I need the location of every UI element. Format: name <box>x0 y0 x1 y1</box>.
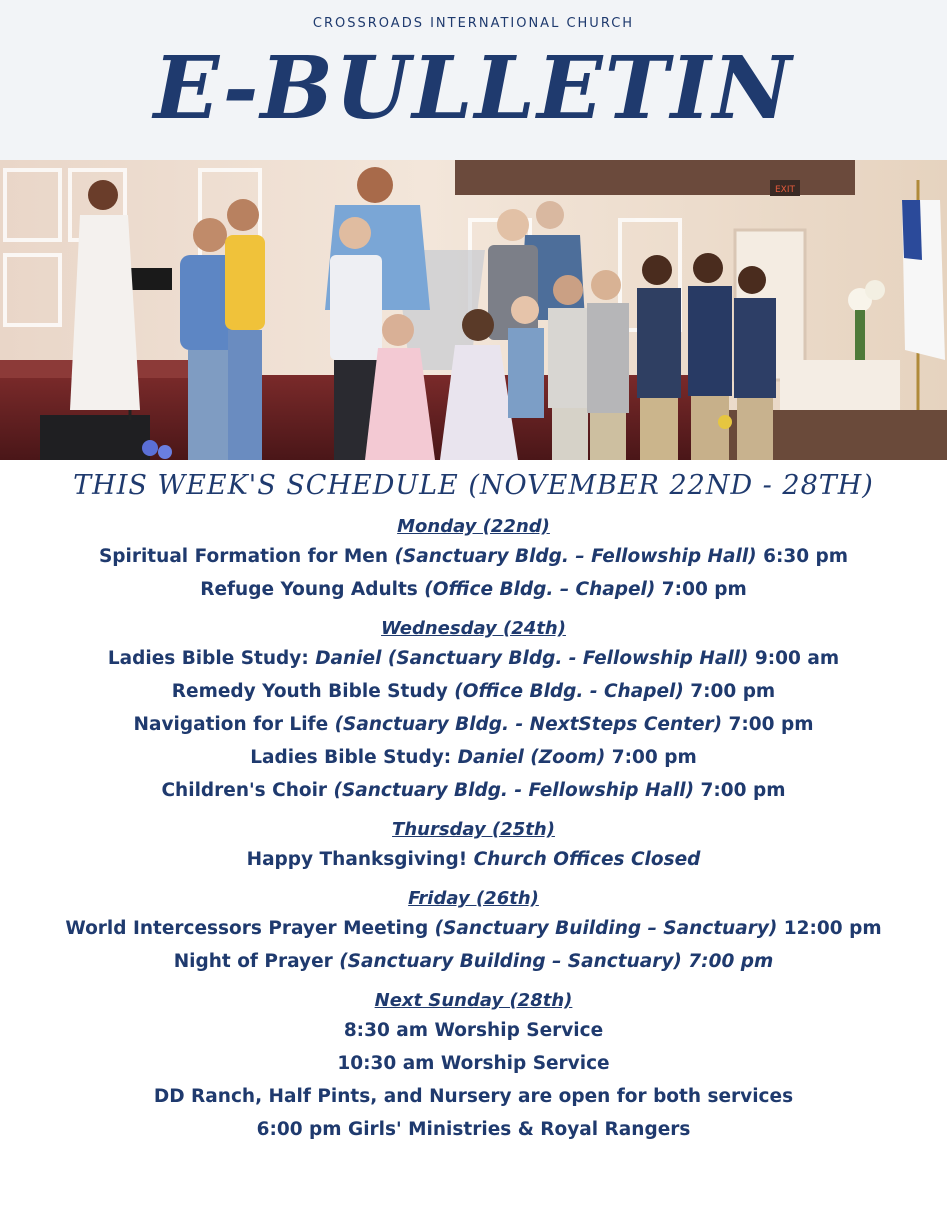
event-time: 7:00 pm <box>694 780 786 801</box>
day-heading: Wednesday (24th) <box>381 618 566 639</box>
event-name: Refuge Young Adults <box>200 579 425 600</box>
schedule-event <box>0 741 947 774</box>
event-time: 7:00 pm <box>722 714 814 735</box>
day-block <box>0 817 947 876</box>
schedule-event <box>0 912 947 945</box>
exit-sign: EXIT <box>774 185 796 195</box>
schedule-event <box>0 1047 947 1080</box>
event-name: 8:30 am Worship Service <box>343 1020 604 1041</box>
event-location: (Sanctuary Building – Sanctuary) 7:00 pm <box>339 951 774 972</box>
bulletin-title: E-BULLETIN <box>153 38 794 139</box>
schedule-event <box>0 945 947 978</box>
event-location: (Sanctuary Bldg. - NextSteps Center) <box>334 714 723 735</box>
day-heading: Next Sunday (28th) <box>374 990 573 1011</box>
event-time: 12:00 pm <box>777 918 882 939</box>
schedule-heading: THIS WEEK'S SCHEDULE (NOVEMBER 22ND - 28TH) <box>73 470 874 501</box>
event-location: (Office Bldg. - Chapel) <box>454 681 684 702</box>
event-location: Daniel (Sanctuary Bldg. - Fellowship Hall) <box>315 648 749 669</box>
schedule-event <box>0 1080 947 1113</box>
event-time: 6:30 pm <box>756 546 849 567</box>
event-location: (Office Bldg. – Chapel) <box>424 579 656 600</box>
day-heading: Monday (22nd) <box>397 516 550 537</box>
event-name: 10:30 am Worship Service <box>337 1053 610 1074</box>
schedule-event <box>0 1014 947 1047</box>
event-time: 7:00 pm <box>605 747 697 768</box>
event-location: Church Offices Closed <box>473 849 701 870</box>
event-name: 6:00 pm Girls' Ministries & Royal Rangers <box>256 1119 691 1140</box>
bulletin-header <box>0 0 947 160</box>
event-name: Ladies Bible Study: <box>250 747 458 768</box>
schedule-event <box>0 708 947 741</box>
day-block <box>0 514 947 606</box>
event-time: 7:00 pm <box>683 681 776 702</box>
event-name: Ladies Bible Study: <box>107 648 316 669</box>
schedule-event <box>0 642 947 675</box>
schedule-event <box>0 675 947 708</box>
event-name: Night of Prayer <box>173 951 340 972</box>
event-name: DD Ranch, Half Pints, and Nursery are open for both services <box>153 1086 794 1107</box>
schedule-event <box>0 573 947 606</box>
day-block <box>0 988 947 1146</box>
event-time: 7:00 pm <box>655 579 747 600</box>
event-name: Children's Choir <box>161 780 334 801</box>
event-name: Happy Thanksgiving! <box>246 849 474 870</box>
day-block <box>0 616 947 807</box>
event-name: Remedy Youth Bible Study <box>171 681 455 702</box>
schedule-event <box>0 1113 947 1146</box>
event-name: Navigation for Life <box>133 714 335 735</box>
church-name: CROSSROADS INTERNATIONAL CHURCH <box>312 16 635 31</box>
event-location: (Sanctuary Bldg. - Fellowship Hall) <box>333 780 695 801</box>
event-location: Daniel (Zoom) <box>457 747 606 768</box>
schedule-event <box>0 540 947 573</box>
event-name: Spiritual Formation for Men <box>98 546 395 567</box>
day-heading: Thursday (25th) <box>392 819 555 840</box>
weekly-schedule <box>0 514 947 1156</box>
schedule-event <box>0 774 947 807</box>
schedule-event <box>0 843 947 876</box>
event-location: (Sanctuary Building – Sanctuary) <box>434 918 778 939</box>
day-heading: Friday (26th) <box>408 888 539 909</box>
event-time: 9:00 am <box>748 648 840 669</box>
event-name: World Intercessors Prayer Meeting <box>65 918 435 939</box>
event-location: (Sanctuary Bldg. – Fellowship Hall) <box>394 546 757 567</box>
childrens-choir-photo <box>0 160 947 460</box>
day-block <box>0 886 947 978</box>
